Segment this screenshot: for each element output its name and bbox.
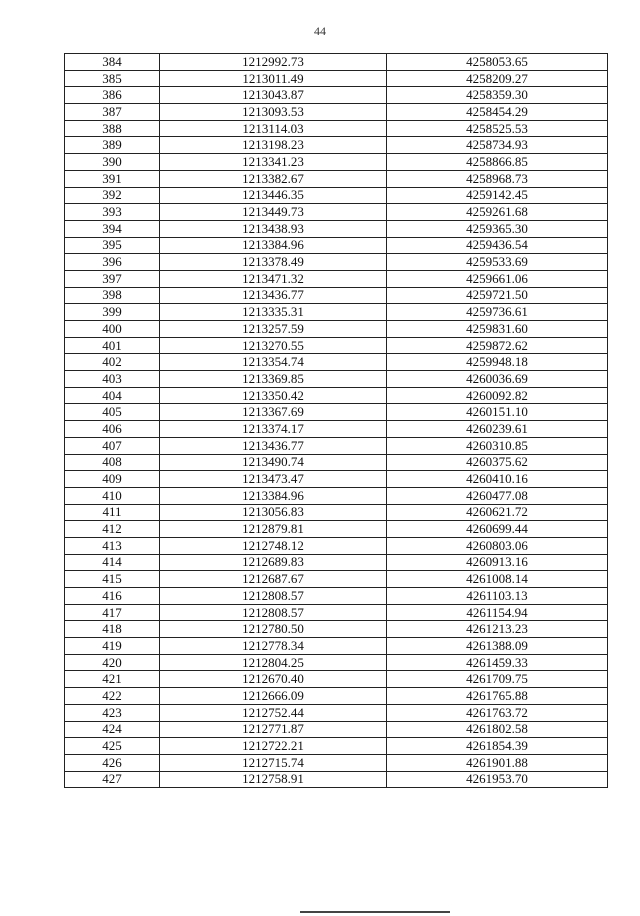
point-number-cell: 386 xyxy=(65,87,160,104)
point-number-cell: 406 xyxy=(65,421,160,438)
y-coordinate-cell: 4260699.44 xyxy=(387,521,608,538)
y-coordinate-cell: 4259661.06 xyxy=(387,270,608,287)
y-coordinate-cell: 4259365.30 xyxy=(387,220,608,237)
y-coordinate-cell: 4258053.65 xyxy=(387,54,608,71)
x-coordinate-cell: 1212992.73 xyxy=(160,54,387,71)
table-row xyxy=(65,721,608,738)
x-coordinate-cell: 1212689.83 xyxy=(160,554,387,571)
y-coordinate-cell: 4261008.14 xyxy=(387,571,608,588)
scan-artifact-line xyxy=(300,911,450,913)
x-coordinate-cell: 1212666.09 xyxy=(160,688,387,705)
y-coordinate-cell: 4259261.68 xyxy=(387,204,608,221)
table-row xyxy=(65,654,608,671)
point-number-cell: 416 xyxy=(65,588,160,605)
y-coordinate-cell: 4258209.27 xyxy=(387,70,608,87)
x-coordinate-cell: 1213011.49 xyxy=(160,70,387,87)
table-row xyxy=(65,404,608,421)
point-number-cell: 426 xyxy=(65,754,160,771)
x-coordinate-cell: 1213043.87 xyxy=(160,87,387,104)
table-row xyxy=(65,204,608,221)
y-coordinate-cell: 4261154.94 xyxy=(387,604,608,621)
y-coordinate-cell: 4261103.13 xyxy=(387,588,608,605)
x-coordinate-cell: 1212687.67 xyxy=(160,571,387,588)
table-row xyxy=(65,704,608,721)
table-row xyxy=(65,154,608,171)
point-number-cell: 419 xyxy=(65,638,160,655)
table-row xyxy=(65,588,608,605)
table-row xyxy=(65,504,608,521)
y-coordinate-cell: 4260036.69 xyxy=(387,371,608,388)
x-coordinate-cell: 1212670.40 xyxy=(160,671,387,688)
x-coordinate-cell: 1213438.93 xyxy=(160,220,387,237)
x-coordinate-cell: 1213374.17 xyxy=(160,421,387,438)
y-coordinate-cell: 4259948.18 xyxy=(387,354,608,371)
y-coordinate-cell: 4258968.73 xyxy=(387,170,608,187)
point-number-cell: 404 xyxy=(65,387,160,404)
y-coordinate-cell: 4258866.85 xyxy=(387,154,608,171)
x-coordinate-cell: 1213341.23 xyxy=(160,154,387,171)
table-row xyxy=(65,237,608,254)
table-row xyxy=(65,220,608,237)
point-number-cell: 423 xyxy=(65,704,160,721)
point-number-cell: 412 xyxy=(65,521,160,538)
table-row xyxy=(65,254,608,271)
point-number-cell: 385 xyxy=(65,70,160,87)
y-coordinate-cell: 4261901.88 xyxy=(387,754,608,771)
x-coordinate-cell: 1213382.67 xyxy=(160,170,387,187)
point-number-cell: 417 xyxy=(65,604,160,621)
y-coordinate-cell: 4260239.61 xyxy=(387,421,608,438)
point-number-cell: 394 xyxy=(65,220,160,237)
x-coordinate-cell: 1213270.55 xyxy=(160,337,387,354)
y-coordinate-cell: 4260410.16 xyxy=(387,471,608,488)
table-row xyxy=(65,371,608,388)
y-coordinate-cell: 4260913.16 xyxy=(387,554,608,571)
table-row xyxy=(65,387,608,404)
table-row xyxy=(65,170,608,187)
x-coordinate-cell: 1213378.49 xyxy=(160,254,387,271)
y-coordinate-cell: 4259872.62 xyxy=(387,337,608,354)
table-row xyxy=(65,604,608,621)
y-coordinate-cell: 4261953.70 xyxy=(387,771,608,788)
x-coordinate-cell: 1213369.85 xyxy=(160,371,387,388)
point-number-cell: 418 xyxy=(65,621,160,638)
point-number-cell: 401 xyxy=(65,337,160,354)
x-coordinate-cell: 1212752.44 xyxy=(160,704,387,721)
x-coordinate-cell: 1213056.83 xyxy=(160,504,387,521)
y-coordinate-cell: 4259436.54 xyxy=(387,237,608,254)
point-number-cell: 396 xyxy=(65,254,160,271)
y-coordinate-cell: 4259721.50 xyxy=(387,287,608,304)
table-row xyxy=(65,120,608,137)
y-coordinate-cell: 4259831.60 xyxy=(387,321,608,338)
table-row xyxy=(65,87,608,104)
table-body xyxy=(65,54,608,788)
point-number-cell: 411 xyxy=(65,504,160,521)
table-row xyxy=(65,471,608,488)
point-number-cell: 399 xyxy=(65,304,160,321)
y-coordinate-cell: 4260803.06 xyxy=(387,537,608,554)
y-coordinate-cell: 4259736.61 xyxy=(387,304,608,321)
y-coordinate-cell: 4260621.72 xyxy=(387,504,608,521)
y-coordinate-cell: 4261802.58 xyxy=(387,721,608,738)
y-coordinate-cell: 4260375.62 xyxy=(387,454,608,471)
table-row xyxy=(65,487,608,504)
point-number-cell: 387 xyxy=(65,104,160,121)
x-coordinate-cell: 1213473.47 xyxy=(160,471,387,488)
point-number-cell: 392 xyxy=(65,187,160,204)
point-number-cell: 410 xyxy=(65,487,160,504)
table-row xyxy=(65,287,608,304)
y-coordinate-cell: 4260310.85 xyxy=(387,437,608,454)
table-row xyxy=(65,137,608,154)
x-coordinate-cell: 1212780.50 xyxy=(160,621,387,638)
x-coordinate-cell: 1213257.59 xyxy=(160,321,387,338)
table-row xyxy=(65,537,608,554)
x-coordinate-cell: 1213436.77 xyxy=(160,287,387,304)
x-coordinate-cell: 1212879.81 xyxy=(160,521,387,538)
table-row xyxy=(65,337,608,354)
point-number-cell: 395 xyxy=(65,237,160,254)
x-coordinate-cell: 1212748.12 xyxy=(160,537,387,554)
y-coordinate-cell: 4261763.72 xyxy=(387,704,608,721)
x-coordinate-cell: 1213198.23 xyxy=(160,137,387,154)
x-coordinate-cell: 1212778.34 xyxy=(160,638,387,655)
point-number-cell: 398 xyxy=(65,287,160,304)
x-coordinate-cell: 1212804.25 xyxy=(160,654,387,671)
x-coordinate-cell: 1212808.57 xyxy=(160,604,387,621)
point-number-cell: 427 xyxy=(65,771,160,788)
y-coordinate-cell: 4258734.93 xyxy=(387,137,608,154)
point-number-cell: 409 xyxy=(65,471,160,488)
table-row xyxy=(65,638,608,655)
x-coordinate-cell: 1213384.96 xyxy=(160,237,387,254)
table-row xyxy=(65,70,608,87)
x-coordinate-cell: 1213384.96 xyxy=(160,487,387,504)
point-number-cell: 422 xyxy=(65,688,160,705)
y-coordinate-cell: 4259533.69 xyxy=(387,254,608,271)
y-coordinate-cell: 4261388.09 xyxy=(387,638,608,655)
point-number-cell: 408 xyxy=(65,454,160,471)
table-row xyxy=(65,104,608,121)
x-coordinate-cell: 1213335.31 xyxy=(160,304,387,321)
table-row xyxy=(65,304,608,321)
point-number-cell: 390 xyxy=(65,154,160,171)
x-coordinate-cell: 1213367.69 xyxy=(160,404,387,421)
x-coordinate-cell: 1213449.73 xyxy=(160,204,387,221)
x-coordinate-cell: 1213446.35 xyxy=(160,187,387,204)
x-coordinate-cell: 1213490.74 xyxy=(160,454,387,471)
point-number-cell: 391 xyxy=(65,170,160,187)
table-row xyxy=(65,688,608,705)
y-coordinate-cell: 4258454.29 xyxy=(387,104,608,121)
point-number-cell: 388 xyxy=(65,120,160,137)
y-coordinate-cell: 4258525.53 xyxy=(387,120,608,137)
point-number-cell: 413 xyxy=(65,537,160,554)
x-coordinate-cell: 1212722.21 xyxy=(160,738,387,755)
y-coordinate-cell: 4259142.45 xyxy=(387,187,608,204)
point-number-cell: 402 xyxy=(65,354,160,371)
point-number-cell: 414 xyxy=(65,554,160,571)
point-number-cell: 397 xyxy=(65,270,160,287)
x-coordinate-cell: 1213471.32 xyxy=(160,270,387,287)
x-coordinate-cell: 1213114.03 xyxy=(160,120,387,137)
x-coordinate-cell: 1212715.74 xyxy=(160,754,387,771)
y-coordinate-cell: 4258359.30 xyxy=(387,87,608,104)
page-number: 44 xyxy=(314,24,326,38)
table-row xyxy=(65,754,608,771)
x-coordinate-cell: 1213093.53 xyxy=(160,104,387,121)
y-coordinate-cell: 4261709.75 xyxy=(387,671,608,688)
point-number-cell: 420 xyxy=(65,654,160,671)
point-number-cell: 405 xyxy=(65,404,160,421)
y-coordinate-cell: 4260151.10 xyxy=(387,404,608,421)
y-coordinate-cell: 4260092.82 xyxy=(387,387,608,404)
table-row xyxy=(65,187,608,204)
x-coordinate-cell: 1212758.91 xyxy=(160,771,387,788)
table-row xyxy=(65,621,608,638)
x-coordinate-cell: 1213354.74 xyxy=(160,354,387,371)
point-number-cell: 415 xyxy=(65,571,160,588)
table-row xyxy=(65,454,608,471)
table-row xyxy=(65,421,608,438)
x-coordinate-cell: 1213350.42 xyxy=(160,387,387,404)
x-coordinate-cell: 1212771.87 xyxy=(160,721,387,738)
table-row xyxy=(65,571,608,588)
table-row xyxy=(65,554,608,571)
x-coordinate-cell: 1213436.77 xyxy=(160,437,387,454)
table-row xyxy=(65,437,608,454)
table-row xyxy=(65,270,608,287)
point-number-cell: 407 xyxy=(65,437,160,454)
table-row xyxy=(65,321,608,338)
point-number-cell: 389 xyxy=(65,137,160,154)
point-number-cell: 384 xyxy=(65,54,160,71)
point-number-cell: 393 xyxy=(65,204,160,221)
table-row xyxy=(65,354,608,371)
table-row xyxy=(65,671,608,688)
y-coordinate-cell: 4261459.33 xyxy=(387,654,608,671)
coordinates-table xyxy=(64,53,608,788)
y-coordinate-cell: 4260477.08 xyxy=(387,487,608,504)
y-coordinate-cell: 4261854.39 xyxy=(387,738,608,755)
x-coordinate-cell: 1212808.57 xyxy=(160,588,387,605)
table-row xyxy=(65,54,608,71)
table-row xyxy=(65,738,608,755)
point-number-cell: 425 xyxy=(65,738,160,755)
point-number-cell: 424 xyxy=(65,721,160,738)
y-coordinate-cell: 4261765.88 xyxy=(387,688,608,705)
point-number-cell: 403 xyxy=(65,371,160,388)
point-number-cell: 400 xyxy=(65,321,160,338)
table-row xyxy=(65,771,608,788)
y-coordinate-cell: 4261213.23 xyxy=(387,621,608,638)
point-number-cell: 421 xyxy=(65,671,160,688)
table-row xyxy=(65,521,608,538)
